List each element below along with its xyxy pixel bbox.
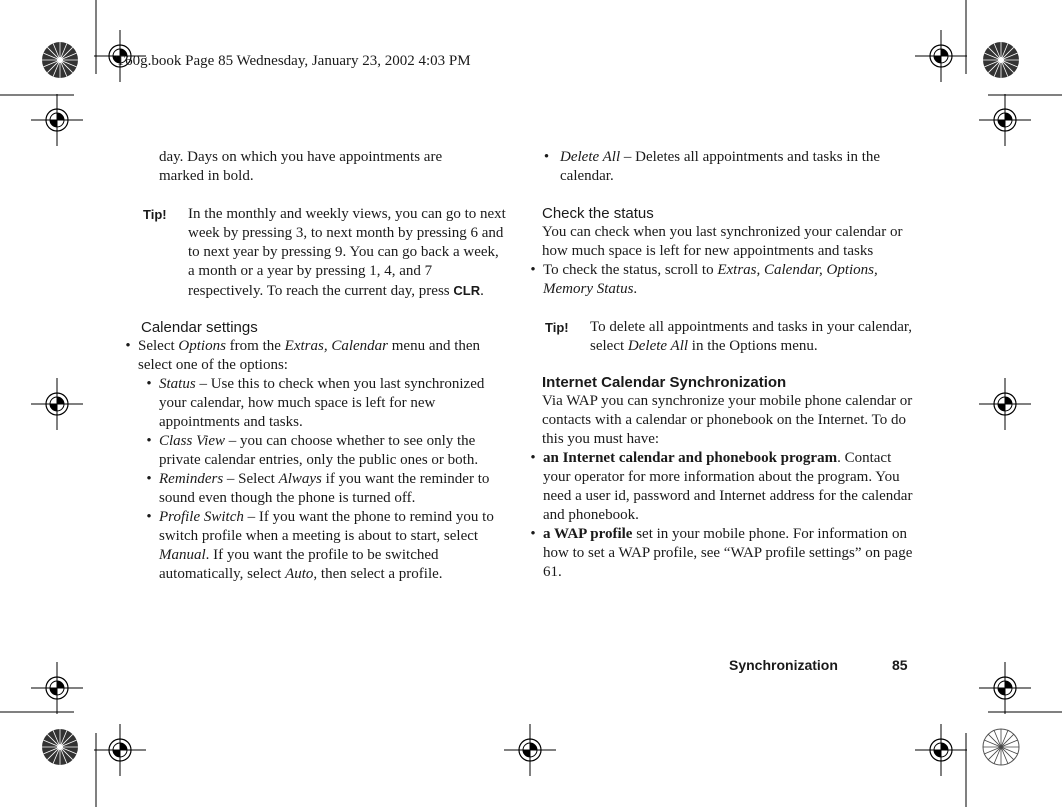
check-status-heading: Check the status xyxy=(542,205,654,222)
settings-intro-item: • Select Options from the Extras, Calendar menu and then select one of the options: xyxy=(118,337,508,375)
tip-monthly-views xyxy=(118,205,508,301)
bullet-dot: • xyxy=(125,338,131,354)
clr-key: CLR xyxy=(453,283,481,298)
footer-page-number: 85 xyxy=(892,657,908,673)
option-reminders: • Reminders – Select Always if you want the reminder to sound even though the phone is turned off. xyxy=(146,471,490,506)
sync-text: Via WAP you can synchronize your mobile phone calendar or contacts with a calendar or phonebook on the Internet. To do this you must have: xyxy=(542,393,913,447)
requirement-calendar-program: • an Internet calendar and phonebook program. Contact your operator for more information about the program. You need a user id, password and Internet address for the calendar and phonebook. xyxy=(530,450,913,523)
book-header: T60g.book Page 85 Wednesday, January 23, 2002 4:03 PM xyxy=(116,53,471,69)
option-class-view: • Class View – you can choose whether to see only the private calendar entries, only the public ones or both. xyxy=(146,433,479,468)
check-status-item: • To check the status, scroll to Extras, Calendar, Options, Memory Status. xyxy=(530,262,878,297)
tip-label: Tip! xyxy=(143,207,167,222)
tip-delete-all xyxy=(523,318,913,356)
option-delete-all: • Delete All – Deletes all appointments and tasks in the calendar. xyxy=(543,149,881,184)
intro-line-1: day. Days on which you have appointments are xyxy=(159,149,443,165)
option-profile-switch: • Profile Switch – If you want the phone to remind you to switch profile when a meeting is about to start, select Manual. If you want the profile to be switched automatically, select Auto, then select a profile. xyxy=(146,509,494,582)
check-status-text: You can check when you last synchronized your calendar or how much space is left for new appointments and tasks xyxy=(542,224,903,259)
calendar-settings-heading: Calendar settings xyxy=(141,319,258,336)
right-column xyxy=(523,148,913,582)
tip-label: Tip! xyxy=(545,320,569,335)
sync-heading: Internet Calendar Synchronization xyxy=(542,374,787,391)
option-status: • Status – Use this to check when you last synchronized your calendar, how much space is left for new appointments and tasks. xyxy=(146,376,485,430)
tip-body: To delete all appointments and tasks in your calendar, select Delete All in the Options menu. xyxy=(590,319,913,354)
requirement-wap-profile: • a WAP profile set in your mobile phone. For information on how to set a WAP profile, see “WAP profile settings” on page 61. xyxy=(530,526,913,580)
footer-section-title: Synchronization xyxy=(729,657,838,673)
tip-body: In the monthly and weekly views, you can go to next week by pressing 3, to next month by pressing 6 and to next year by pressing 9. You can go back a week, a month or a year by pressing 1, 4, and 7 respectively. To reach the current day, press CLR. xyxy=(188,206,506,299)
intro-line-2: marked in bold. xyxy=(159,168,254,184)
left-column xyxy=(118,148,508,584)
